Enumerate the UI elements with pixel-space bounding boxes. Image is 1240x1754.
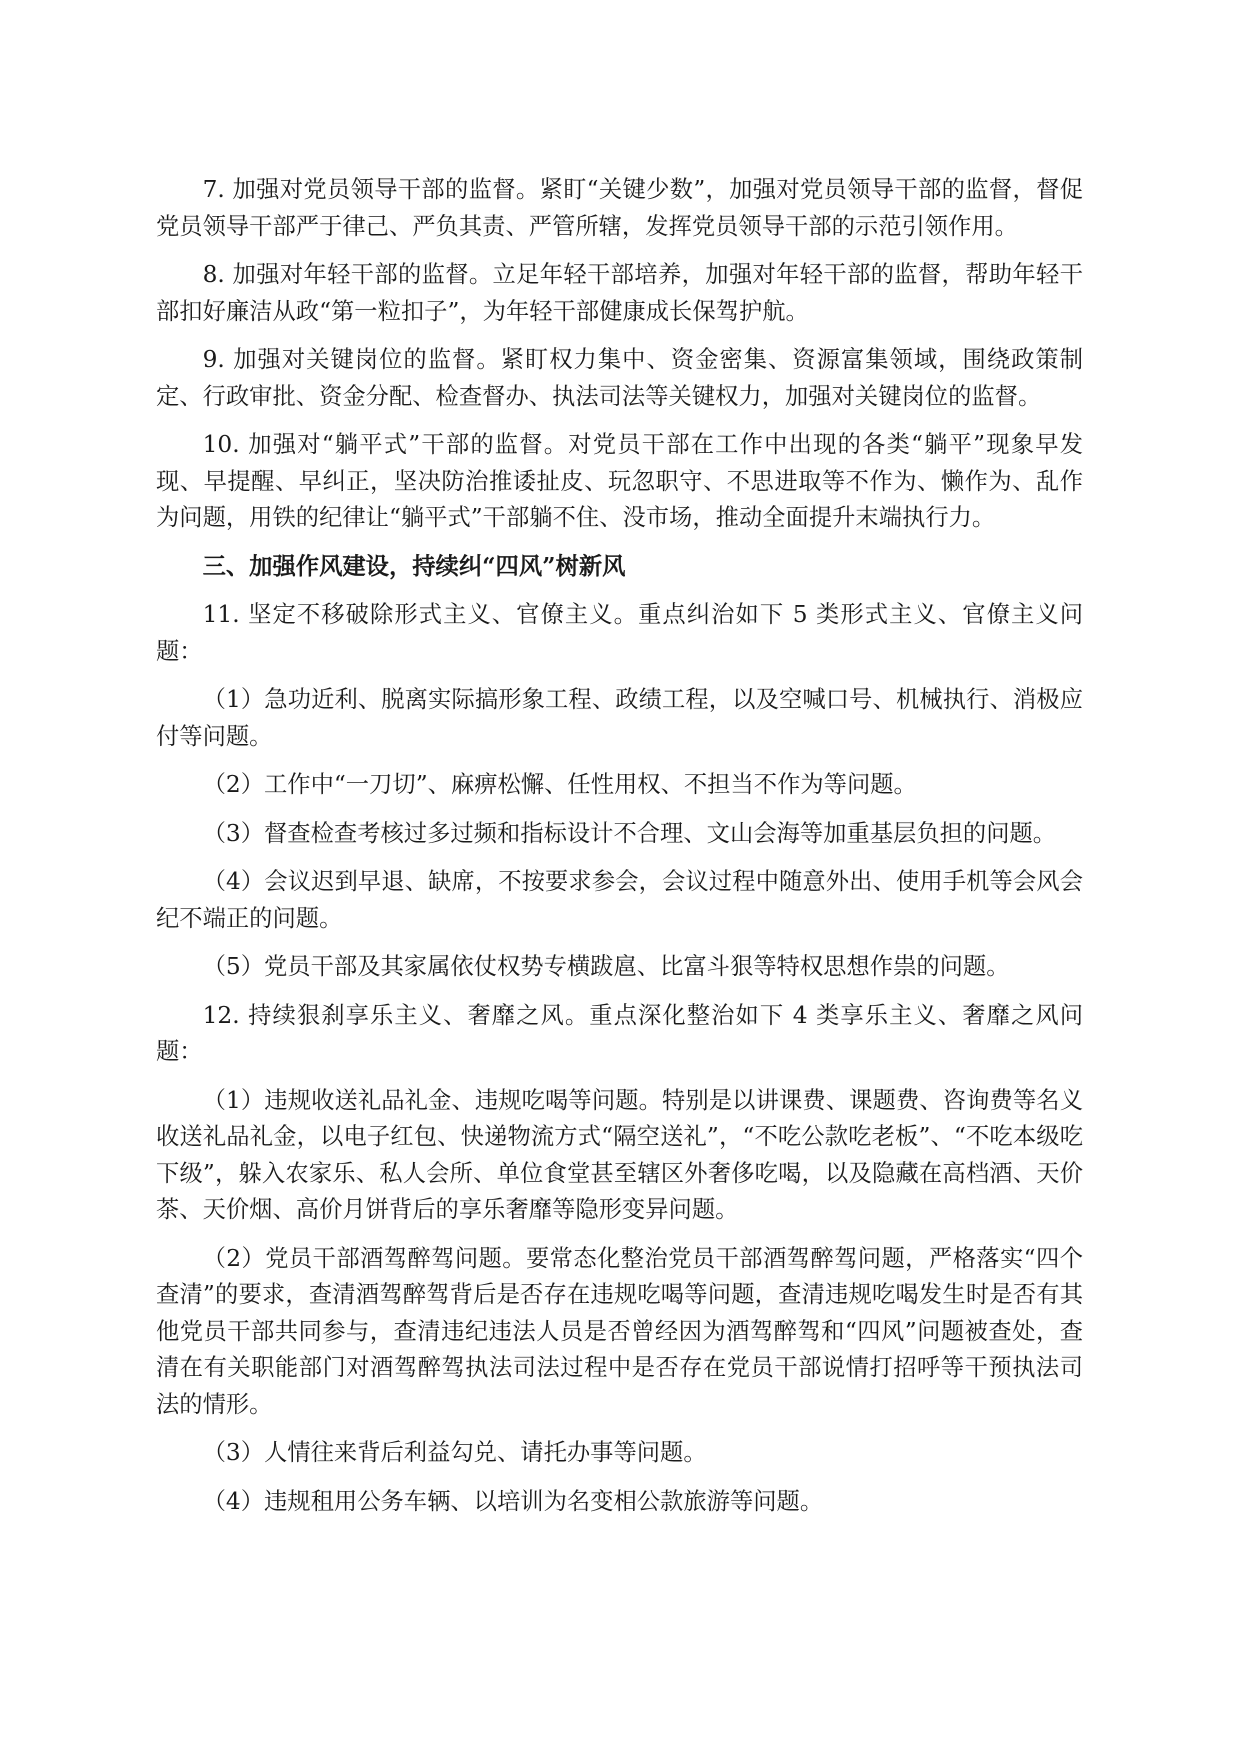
sub-item-11-4: （4）会议迟到早退、缺席，不按要求参会，会议过程中随意外出、使用手机等会风会纪不端正的问题。	[156, 868, 1083, 932]
sub-item-12-1: （1）违规收送礼品礼金、违规吃喝等问题。特别是以讲课费、课题费、咨询费等名义收送礼品礼金，以电子红包、快递物流方式“隔空送礼”，“不吃公款吃老板”、“不吃本级吃下级”，躲入农家乐、私人会所、单位食堂甚至辖区外奢侈吃喝，以及隐藏在高档酒、天价茶、天价烟、高价月饼背后的享乐奢靡等隐形变异问题。	[156, 1086, 1083, 1223]
sub-item-11-3: （3）督查检查考核过多过频和指标设计不合理、文山会海等加重基层负担的问题。	[202, 819, 1057, 847]
paragraph-item-11: 11. 坚定不移破除形式主义、官僚主义。重点纠治如下 5 类形式主义、官僚主义问题：	[156, 601, 1083, 665]
sub-item-12-2: （2）党员干部酒驾醉驾问题。要常态化整治党员干部酒驾醉驾问题，严格落实“四个查清”的要求，查清酒驾醉驾背后是否存在违规吃喝等问题，查清违规吃喝发生时是否有其他党员干部共同参与，查清违纪违法人员是否曾经因为酒驾醉驾和“四风”问题被查处，查清在有关职能部门对酒驾醉驾执法司法过程中是否存在党员干部说情打招呼等干预执法司法的情形。	[156, 1244, 1083, 1418]
paragraph-item-8: 8. 加强对年轻干部的监督。立足年轻干部培养，加强对年轻干部的监督，帮助年轻干部扣好廉洁从政“第一粒扣子”，为年轻干部健康成长保驾护航。	[156, 261, 1083, 325]
paragraph-item-10: 10. 加强对“躺平式”干部的监督。对党员干部在工作中出现的各类“躺平”现象早发现、早提醒、早纠正，坚决防治推诿扯皮、玩忽职守、不思进取等不作为、懒作为、乱作为问题，用铁的纪律让“躺平式”干部躺不住、没市场，推动全面提升末端执行力。	[156, 431, 1083, 531]
sub-item-12-3: （3）人情往来背后利益勾兑、请托办事等问题。	[202, 1439, 707, 1466]
paragraph-item-7: 7. 加强对党员领导干部的监督。紧盯“关键少数”，加强对党员领导干部的监督，督促党员领导干部严于律己、严负其责、严管所辖，发挥党员领导干部的示范引领作用。	[156, 176, 1083, 240]
sub-item-12-4: （4）违规租用公务车辆、以培训为名变相公款旅游等问题。	[202, 1487, 824, 1515]
section-heading-3: 三、加强作风建设，持续纠“四风”树新风	[202, 552, 626, 580]
sub-item-11-1: （1）急功近利、脱离实际搞形象工程、政绩工程，以及空喊口号、机械执行、消极应付等问题。	[156, 686, 1083, 750]
sub-item-11-2: （2）工作中“一刀切”、麻痹松懈、任性用权、不担当不作为等问题。	[202, 771, 917, 798]
sub-item-11-5: （5）党员干部及其家属依仗权势专横跋扈、比富斗狠等特权思想作祟的问题。	[202, 953, 1010, 980]
paragraph-item-9: 9. 加强对关键岗位的监督。紧盯权力集中、资金密集、资源富集领域，围绕政策制定、行政审批、资金分配、检查督办、执法司法等关键权力，加强对关键岗位的监督。	[156, 346, 1083, 410]
paragraph-item-12: 12. 持续狠刹享乐主义、奢靡之风。重点深化整治如下 4 类享乐主义、奢靡之风问题：	[156, 1001, 1083, 1065]
document-page	[156, 172, 1083, 1532]
